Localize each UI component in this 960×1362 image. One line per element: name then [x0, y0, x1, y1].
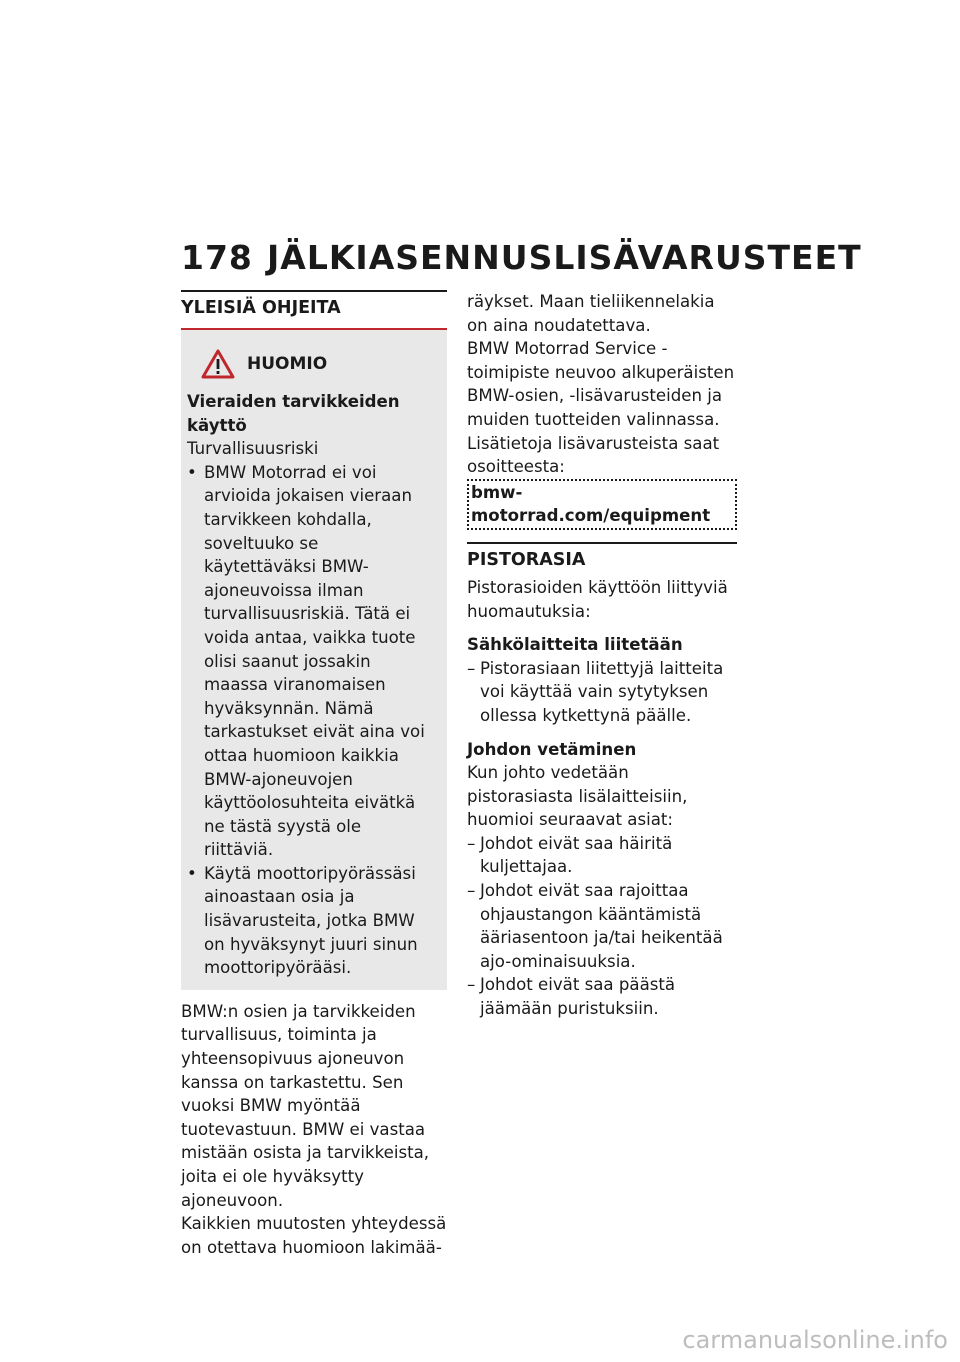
page-header	[181, 238, 862, 277]
warning-triangle-icon	[201, 349, 235, 379]
subheading: Sähkölaitteita liitetään	[467, 635, 683, 655]
watermark: carmanualsonline.info	[682, 1326, 948, 1354]
list-item-text: Pistorasiaan liitettyjä laitteita voi käyttää vain sytytyksen ollessa kytkettynä päälle.	[480, 658, 724, 725]
section-title-general: YLEISIÄ OHJEITA	[181, 290, 447, 330]
page-number: 178	[181, 238, 253, 277]
list-item: – Johdot eivät saa rajoittaa ohjaustangon kääntämistä ääriasentoon ja/tai heikentää ajo-ominaisuuksia.	[467, 879, 737, 973]
right-column	[467, 290, 737, 1021]
paragraph: räykset. Maan tieliikennelakia on aina noudatettava.	[467, 292, 715, 335]
notice-box	[181, 330, 447, 990]
notice-bullet: • Käytä moottoripyörässäsi ainoastaan osia ja lisävarusteita, jotka BMW on hyväksynyt juuri sinun moottoripyörääsi.	[187, 862, 435, 980]
list-item-text: Johdot eivät saa rajoittaa ohjaustangon kääntämistä ääriasentoon ja/tai heikentää ajo-ominaisuuksia.	[480, 881, 723, 971]
left-column	[181, 290, 447, 1259]
paragraph: Kaikkien muutosten yhteydessä on otettava huomioon lakimää-	[181, 1214, 447, 1257]
notice-label: HUOMIO	[247, 354, 328, 374]
notice-subheading: Turvallisuusriski	[187, 439, 319, 459]
paragraph: Kun johto vedetään pistorasiasta lisälaitteisiin, huomioi seuraavat asiat:	[467, 763, 688, 830]
list-item-text: Johdot eivät saa häiritä kuljettajaa.	[480, 833, 673, 877]
subheading: Johdon vetäminen	[467, 739, 637, 759]
notice-header	[201, 344, 435, 384]
notice-bullet-text: BMW Motorrad ei voi arvioida jokaisen vieraan tarvikkeen kohdalla, soveltuuko se käytettäväksi BMW-ajoneuvoissa ilman turvallisuusriskiä. Tätä ei voida antaa, vaikka tuote olisi saanut jossakin maassa viranomaisen hyväksynnän. Nämä tarkastukset eivät aina voi ottaa huomioon kaikkia BMW-ajoneuvojen käyttöolosuhteita eivätkä ne tästä syystä ole riittäviä.	[204, 462, 425, 860]
paragraph: BMW:n osien ja tarvikkeiden turvallisuus, toiminta ja yhteensopivuus ajoneuvon kanssa on tarkastettu. Sen vuoksi BMW myöntää tuotevastuun. BMW ei vastaa mistään osista ja tarvikkeista, joita ei ole hyväksytty ajoneuvoon.	[181, 1001, 430, 1210]
paragraph: BMW Motorrad Service -toimipiste neuvoo alkuperäisten BMW-osien, -lisävarusteiden ja muiden tuotteiden valinnassa.	[467, 339, 735, 429]
notice-bullet: • BMW Motorrad ei voi arvioida jokaisen vieraan tarvikkeen kohdalla, soveltuuko se käytettäväksi BMW-ajoneuvoissa ilman turvallisuusriskiä. Tätä ei voida antaa, vaikka tuote olisi saanut jossakin maassa viranomaisen hyväksynnän. Nämä tarkastukset eivät aina voi ottaa huomioon kaikkia BMW-ajoneuvojen käyttöolosuhteita eivätkä ne tästä syystä ole riittäviä.	[187, 461, 435, 862]
paragraph: Lisätietoja lisävarusteista saat osoitteesta:	[467, 433, 720, 477]
chapter-title: JÄLKIASENNUSLISÄVARUSTEET	[267, 238, 862, 277]
notice-bullet-text: Käytä moottoripyörässäsi ainoastaan osia ja lisävarusteita, jotka BMW on hyväksynyt juuri sinun moottoripyörääsi.	[204, 863, 418, 978]
notice-heading: Vieraiden tarvikkeiden käyttö	[187, 392, 400, 435]
list-item: – Johdot eivät saa päästä jäämään puristuksiin.	[467, 973, 737, 1020]
list-item-text: Johdot eivät saa päästä jäämään puristuksiin.	[480, 975, 676, 1019]
list-item: – Johdot eivät saa häiritä kuljettajaa.	[467, 832, 737, 879]
paragraph: Pistorasioiden käyttöön liittyviä huomautuksia:	[467, 577, 728, 621]
equipment-link[interactable]: bmw-motorrad.com/equipment	[467, 479, 737, 530]
section-title-socket: PISTORASIA	[467, 542, 737, 576]
list-item: – Pistorasiaan liitettyjä laitteita voi käyttää vain sytytyksen ollessa kytkettynä päälle.	[467, 657, 737, 728]
